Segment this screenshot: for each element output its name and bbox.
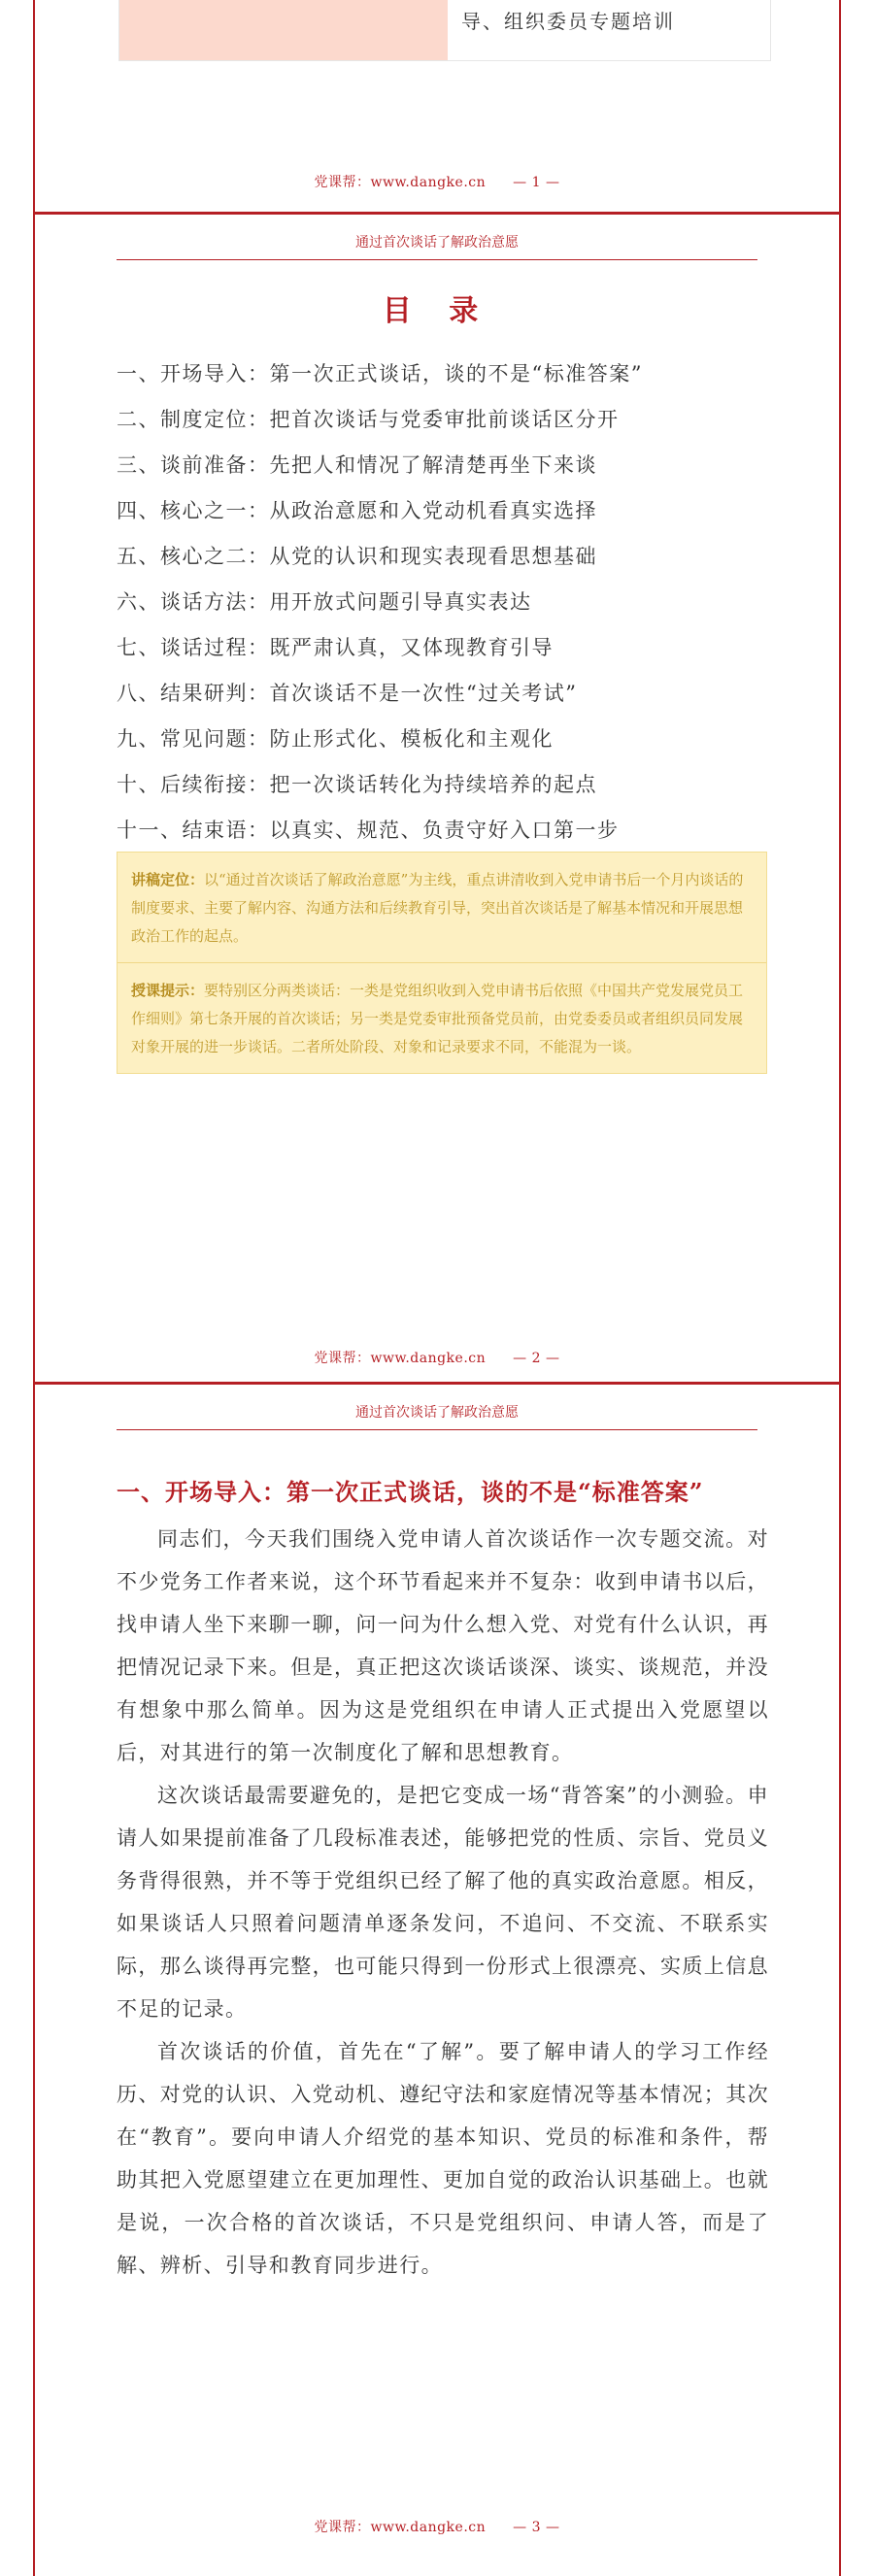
note-text: 要特别区分两类谈话：一类是党组织收到入党申请书后依照《中国共产党发展党员工作细则》第七条开展的首次谈话；另一类是党委审批预备党员前，由党委委员或者组织员同发展对象开展的进一步谈话。二者所处阶段、对象和记录要求不同，不能混为一谈。 <box>131 982 744 1055</box>
paragraph: 同志们，今天我们围绕入党申请人首次谈话作一次专题交流。对不少党务工作者来说，这个环节看起来并不复杂：收到申请书以后，找申请人坐下来聊一聊，问一问为什么想入党、对党有什么认识，再把情况记录下来。但是，真正把这次谈话谈深、谈实、谈规范，并没有想象中那么简单。因为这是党组织在申请人正式提出入党愿望以后，对其进行的第一次制度化了解和思想教育。 <box>117 1527 769 1764</box>
toc-item[interactable]: 四、核心之一：从政治意愿和入党动机看真实选择 <box>117 499 597 522</box>
toc-item[interactable]: 八、结果研判：首次谈话不是一次性“过关考试” <box>117 682 578 705</box>
note-key: 讲稿定位： <box>131 871 205 888</box>
footer-site: 党课帮：www.dangke.cn <box>314 2520 487 2535</box>
toc-title: 目 录 <box>382 294 492 328</box>
footer-page-number: — 1 — <box>513 175 560 190</box>
table-cell-text: 导、组织委员专题培训 <box>461 10 675 33</box>
table-fragment <box>118 0 771 61</box>
note-teaching-tip <box>118 962 766 1073</box>
toc-item[interactable]: 十一、结束语：以真实、规范、负责守好入口第一步 <box>117 819 620 842</box>
note-positioning <box>118 853 766 962</box>
toc-item[interactable]: 六、谈话方法：用开放式问题引导真实表达 <box>117 590 532 614</box>
toc-item[interactable]: 五、核心之二：从党的认识和现实表现看思想基础 <box>117 545 597 568</box>
toc-list <box>117 351 643 853</box>
section-title: 一、开场导入：第一次正式谈话，谈的不是“标准答案” <box>117 1478 704 1506</box>
note-box <box>117 852 767 1074</box>
body-text <box>117 1518 769 2287</box>
footer-site: 党课帮：www.dangke.cn <box>314 175 487 190</box>
running-header: 通过首次谈话了解政治意愿 <box>355 1405 519 1421</box>
page-2 <box>33 215 841 1382</box>
toc-item[interactable]: 七、谈话过程：既严肃认真，又体现教育引导 <box>117 636 554 659</box>
footer-site: 党课帮：www.dangke.cn <box>314 1351 487 1366</box>
running-header: 通过首次谈话了解政治意愿 <box>355 235 519 251</box>
toc-item[interactable]: 三、谈前准备：先把人和情况了解清楚再坐下来谈 <box>117 453 597 477</box>
page-3 <box>33 1385 841 2576</box>
table-cell-shaded <box>119 0 448 60</box>
page-footer <box>35 1348 839 1367</box>
note-key: 授课提示： <box>131 982 205 999</box>
toc-item[interactable]: 九、常见问题：防止形式化、模板化和主观化 <box>117 727 554 751</box>
paragraph: 首次谈话的价值，首先在“了解”。要了解申请人的学习工作经历、对党的认识、入党动机、遵纪守法和家庭情况等基本情况；其次在“教育”。要向申请人介绍党的基本知识、党员的标准和条件，帮助其把入党愿望建立在更加理性、更加自觉的政治认识基础上。也就是说，一次合格的首次谈话，不只是党组织问、申请人答，而是了解、辨析、引导和教育同步进行。 <box>117 2040 769 2277</box>
footer-page-number: — 3 — <box>513 2520 560 2535</box>
toc-item[interactable]: 十、后续衔接：把一次谈话转化为持续培养的起点 <box>117 773 597 796</box>
footer-page-number: — 2 — <box>513 1351 560 1366</box>
toc-item[interactable]: 一、开场导入：第一次正式谈话，谈的不是“标准答案” <box>117 362 643 385</box>
page-footer <box>35 172 839 191</box>
note-text: 以“通过首次谈话了解政治意愿”为主线，重点讲清收到入党申请书后一个月内谈话的制度要求、主要了解内容、沟通方法和后续教育引导，突出首次谈话是了解基本情况和开展思想政治工作的起点。 <box>131 871 744 945</box>
header-rule <box>117 259 757 260</box>
paragraph: 这次谈话最需要避免的，是把它变成一场“背答案”的小测验。申请人如果提前准备了几段标准表述，能够把党的性质、宗旨、党员义务背得很熟，并不等于党组织已经了解了他的真实政治意愿。相反，如果谈话人只照着问题清单逐条发问，不追问、不交流、不联系实际，那么谈得再完整，也可能只得到一份形式上很漂亮、实质上信息不足的记录。 <box>117 1784 769 2021</box>
page-footer <box>35 2517 839 2536</box>
page-1 <box>33 0 841 214</box>
header-rule <box>117 1429 757 1430</box>
toc-item[interactable]: 二、制度定位：把首次谈话与党委审批前谈话区分开 <box>117 408 620 431</box>
